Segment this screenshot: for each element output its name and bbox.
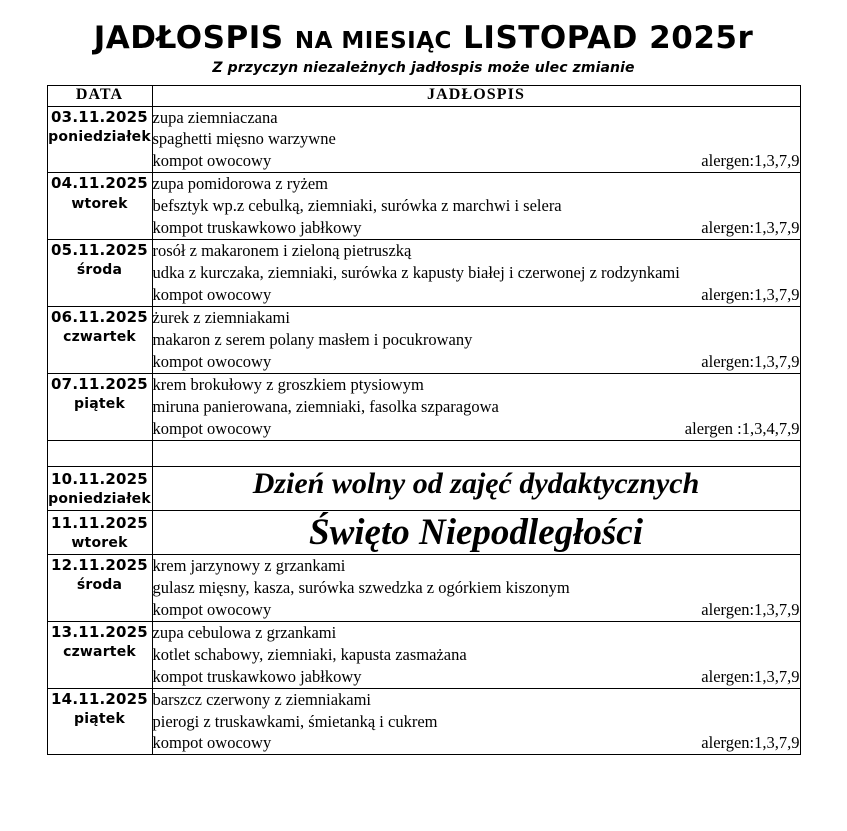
special-day-text: Święto Niepodległości	[309, 511, 643, 553]
menu-line: barszcz czerwony z ziemniakami	[152, 689, 372, 709]
table-row	[47, 554, 800, 621]
date-value: 07.11.2025	[51, 374, 148, 393]
special-day-text: Dzień wolny od zajęć dydaktycznych	[252, 466, 700, 500]
allergen-label: alergen:1,3,7,9	[701, 733, 800, 753]
menu-line-with-allergen	[153, 666, 800, 688]
menu-line: kotlet schabowy, ziemniaki, kapusta zasmażana	[152, 644, 467, 664]
weekday-value: poniedziałek	[48, 490, 151, 507]
table-row	[47, 466, 800, 510]
menu-cell	[152, 106, 800, 173]
menu-table	[47, 85, 801, 756]
date-value: 13.11.2025	[51, 622, 148, 641]
date-cell	[47, 688, 152, 755]
menu-line: pierogi z truskawkami, śmietanką i cukrem	[152, 711, 438, 731]
page-title	[0, 22, 847, 55]
menu-line-with-allergen	[153, 732, 800, 754]
date-cell	[47, 554, 152, 621]
menu-line: żurek z ziemniakami	[152, 307, 290, 327]
menu-cell	[152, 173, 800, 240]
menu-line-text: kompot owocowy	[152, 285, 272, 305]
menu-line-with-allergen	[153, 599, 800, 621]
table-header	[47, 85, 800, 106]
weekday-value: piątek	[74, 710, 125, 727]
table-row	[47, 240, 800, 307]
column-header-menu: JADŁOSPIS	[152, 85, 800, 106]
menu-line-with-allergen	[153, 284, 800, 306]
menu-line: makaron z serem polany masłem i pocukrowany	[152, 329, 473, 349]
weekday-value: wtorek	[71, 195, 128, 212]
date-value: 04.11.2025	[51, 174, 148, 193]
menu-line: krem brokułowy z groszkiem ptysiowym	[152, 374, 424, 394]
weekday-value: środa	[76, 262, 123, 279]
special-day-cell	[152, 510, 800, 554]
allergen-label: alergen:1,3,7,9	[701, 151, 800, 171]
menu-line-with-allergen	[153, 217, 800, 239]
date-cell	[47, 173, 152, 240]
menu-line: udka z kurczaka, ziemniaki, surówka z kapusty białej i czerwonej z rodzynkami	[152, 263, 680, 283]
date-cell	[47, 373, 152, 440]
menu-cell	[152, 621, 800, 688]
allergen-label: alergen:1,3,7,9	[701, 285, 800, 305]
weekday-value: piątek	[74, 396, 125, 413]
date-value: 06.11.2025	[51, 307, 148, 326]
date-value: 05.11.2025	[51, 241, 148, 260]
allergen-label: alergen :1,3,4,7,9	[684, 418, 800, 438]
column-header-date: DATA	[47, 85, 152, 106]
menu-cell-empty	[152, 440, 800, 466]
date-value: 11.11.2025	[51, 513, 148, 532]
title-part-na-miesiac: NA MIESIĄC	[294, 28, 452, 54]
weekday-value: czwartek	[63, 644, 136, 661]
menu-line-text: kompot truskawkowo jabłkowy	[152, 666, 362, 686]
date-value: 03.11.2025	[51, 107, 148, 126]
menu-cell	[152, 554, 800, 621]
menu-line-text: kompot owocowy	[152, 733, 272, 753]
menu-cell	[152, 688, 800, 755]
allergen-label: alergen:1,3,7,9	[701, 599, 800, 619]
weekday-value: środa	[76, 577, 123, 594]
menu-cell	[152, 240, 800, 307]
date-cell	[47, 621, 152, 688]
document-header	[0, 0, 847, 76]
menu-line: miruna panierowana, ziemniaki, fasolka szparagowa	[152, 396, 499, 416]
title-part-month-year: LISTOPAD 2025r	[463, 20, 754, 56]
date-cell	[47, 106, 152, 173]
menu-line: spaghetti mięsno warzywne	[152, 129, 336, 149]
table-row	[47, 173, 800, 240]
menu-line: gulasz mięsny, kasza, surówka szwedzka z ogórkiem kiszonym	[152, 577, 570, 597]
table-row	[47, 373, 800, 440]
table-body	[47, 106, 800, 755]
menu-line: rosół z makaronem i zieloną pietruszką	[152, 241, 412, 261]
menu-line: befsztyk wp.z cebulką, ziemniaki, surówka z marchwi i selera	[152, 196, 562, 216]
date-cell	[47, 510, 152, 554]
menu-line-text: kompot owocowy	[152, 351, 272, 371]
menu-line-text: kompot owocowy	[152, 599, 272, 619]
table-header-row	[47, 85, 800, 106]
menu-line: zupa pomidorowa z ryżem	[152, 174, 328, 194]
date-value: 14.11.2025	[51, 689, 148, 708]
special-day-cell	[152, 466, 800, 510]
table-row	[47, 621, 800, 688]
menu-line-with-allergen	[153, 150, 800, 172]
menu-line-with-allergen	[153, 418, 800, 440]
date-cell-empty	[47, 440, 152, 466]
menu-cell	[152, 306, 800, 373]
menu-line: krem jarzynowy z grzankami	[152, 555, 346, 575]
date-cell	[47, 240, 152, 307]
date-value: 10.11.2025	[51, 469, 148, 488]
menu-line: zupa cebulowa z grzankami	[152, 622, 337, 642]
date-cell	[47, 466, 152, 510]
date-value: 12.11.2025	[51, 555, 148, 574]
allergen-label: alergen:1,3,7,9	[701, 666, 800, 686]
title-part-jadlospis: JADŁOSPIS	[93, 20, 284, 56]
date-cell	[47, 306, 152, 373]
weekday-value: wtorek	[71, 535, 128, 552]
table-row	[47, 106, 800, 173]
table-row	[47, 440, 800, 466]
table-row	[47, 306, 800, 373]
menu-line-text: kompot owocowy	[152, 418, 272, 438]
allergen-label: alergen:1,3,7,9	[701, 218, 800, 238]
menu-line-with-allergen	[153, 351, 800, 373]
menu-line-text: kompot owocowy	[152, 151, 272, 171]
document-subtitle: Z przyczyn niezależnych jadłospis może ulec zmianie	[212, 59, 635, 76]
table-row	[47, 688, 800, 755]
menu-line: zupa ziemniaczana	[152, 107, 278, 127]
table-row	[47, 510, 800, 554]
allergen-label: alergen:1,3,7,9	[701, 351, 800, 371]
weekday-value: poniedziałek	[48, 128, 151, 145]
weekday-value: czwartek	[63, 329, 136, 346]
menu-line-text: kompot truskawkowo jabłkowy	[152, 218, 362, 238]
menu-cell	[152, 373, 800, 440]
